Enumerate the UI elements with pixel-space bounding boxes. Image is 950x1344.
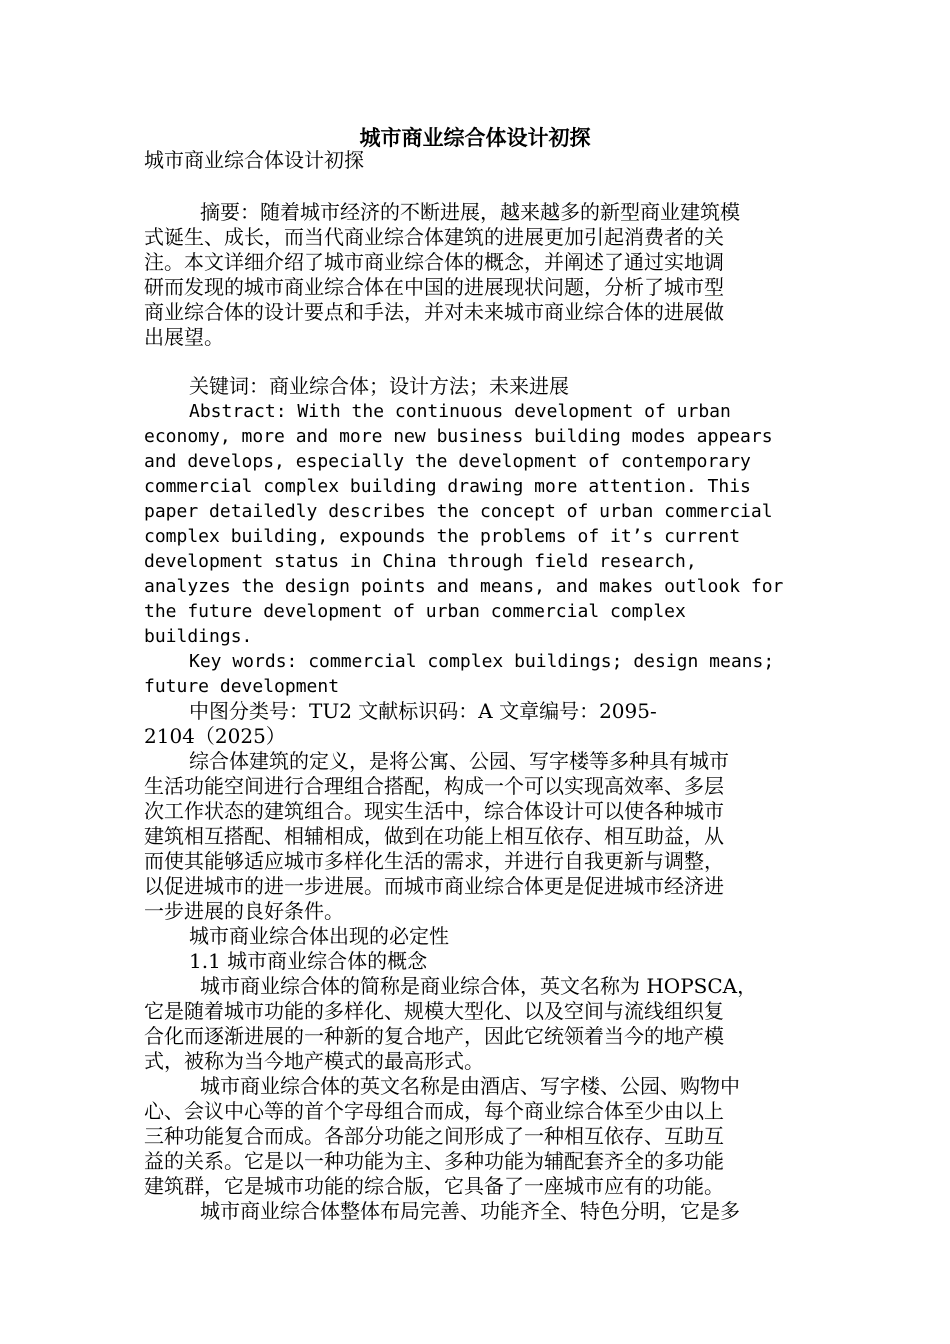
abstract-zh-line: 注。本文详细介绍了城市商业综合体的概念，并阐述了通过实地调 [144,250,724,274]
subsection-heading: 1.1 城市商业综合体的概念 [189,949,428,973]
keywords-zh: 关键词：商业综合体；设计方法；未来进展 [189,374,569,398]
paragraph-line: 城市商业综合体的英文名称是由酒店、写字楼、公园、购物中 [200,1074,740,1098]
section-heading: 城市商业综合体出现的必定性 [189,924,449,948]
intro-line: 而使其能够适应城市多样化生活的需求，并进行自我更新与调整， [144,849,724,873]
document-title: 城市商业综合体设计初探 [359,125,591,150]
intro-line: 综合体建筑的定义，是将公寓、公园、写字楼等多种具有城市 [189,749,729,773]
abstract-en-line: paper detailedly describes the concept of urban commercial [144,501,773,522]
keywords-en-line: future development [144,676,340,697]
classification-line: 2104（2025） [144,724,286,748]
paragraph-line: 式，被称为当今地产模式的最高形式。 [144,1049,484,1073]
document-subtitle: 城市商业综合体设计初探 [144,148,364,172]
paragraph-line: 心、会议中心等的首个字母组合而成，每个商业综合体至少由以上 [144,1099,724,1123]
abstract-en-line: buildings. [144,626,253,647]
abstract-en-line: development status in China through field research, [144,551,697,572]
intro-line: 以促进城市的进一步进展。而城市商业综合体更是促进城市经济进 [144,874,724,898]
abstract-zh-line: 出展望。 [144,325,224,349]
abstract-en-line: commercial complex building drawing more attention. This [144,476,751,497]
intro-line: 生活功能空间进行合理组合搭配，构成一个可以实现高效率、多层 [144,774,724,798]
paragraph-line: 益的关系。它是以一种功能为主、多种功能为辅配套齐全的多功能 [144,1149,724,1173]
keywords-en-line: Key words: commercial complex buildings; design means; [189,651,775,672]
abstract-en-line: analyzes the design points and means, and makes outlook for [144,576,784,597]
abstract-zh-line: 商业综合体的设计要点和手法，并对未来城市商业综合体的进展做 [144,300,724,324]
paragraph-line: 它是随着城市功能的多样化、规模大型化、以及空间与流线组织复 [144,999,724,1023]
abstract-en-line: economy, more and more new business building modes appears [144,426,773,447]
intro-line: 一步进展的良好条件。 [144,899,344,923]
abstract-en-line: complex building, expounds the problems of it’s current [144,526,741,547]
paragraph-line: 城市商业综合体的简称是商业综合体，英文名称为 HOPSCA， [200,974,758,998]
abstract-zh-line: 研而发现的城市商业综合体在中国的进展现状问题，分析了城市型 [144,275,724,299]
paragraph-line: 合化而逐渐进展的一种新的复合地产，因此它统领着当今的地产模 [144,1024,724,1048]
paragraph-line: 三种功能复合而成。各部分功能之间形成了一种相互依存、互助互 [144,1124,724,1148]
intro-line: 建筑相互搭配、相辅相成，做到在功能上相互依存、相互助益，从 [144,824,724,848]
abstract-zh-line: 摘要：随着城市经济的不断进展，越来越多的新型商业建筑模 [200,200,740,224]
abstract-en-line: the future development of urban commercial complex [144,601,686,622]
paragraph-line: 建筑群，它是城市功能的综合版，它具备了一座城市应有的功能。 [144,1174,724,1198]
intro-line: 次工作状态的建筑组合。现实生活中，综合体设计可以使各种城市 [144,799,724,823]
paragraph-line: 城市商业综合体整体布局完善、功能齐全、特色分明，它是多 [200,1199,740,1223]
abstract-zh-line: 式诞生、成长，而当代商业综合体建筑的进展更加引起消费者的关 [144,225,724,249]
abstract-en-line: Abstract: With the continuous development of urban [189,401,731,422]
classification-line: 中图分类号：TU2 文献标识码：A 文章编号：2095- [189,699,657,723]
abstract-en-line: and develops, especially the development of contemporary [144,451,751,472]
